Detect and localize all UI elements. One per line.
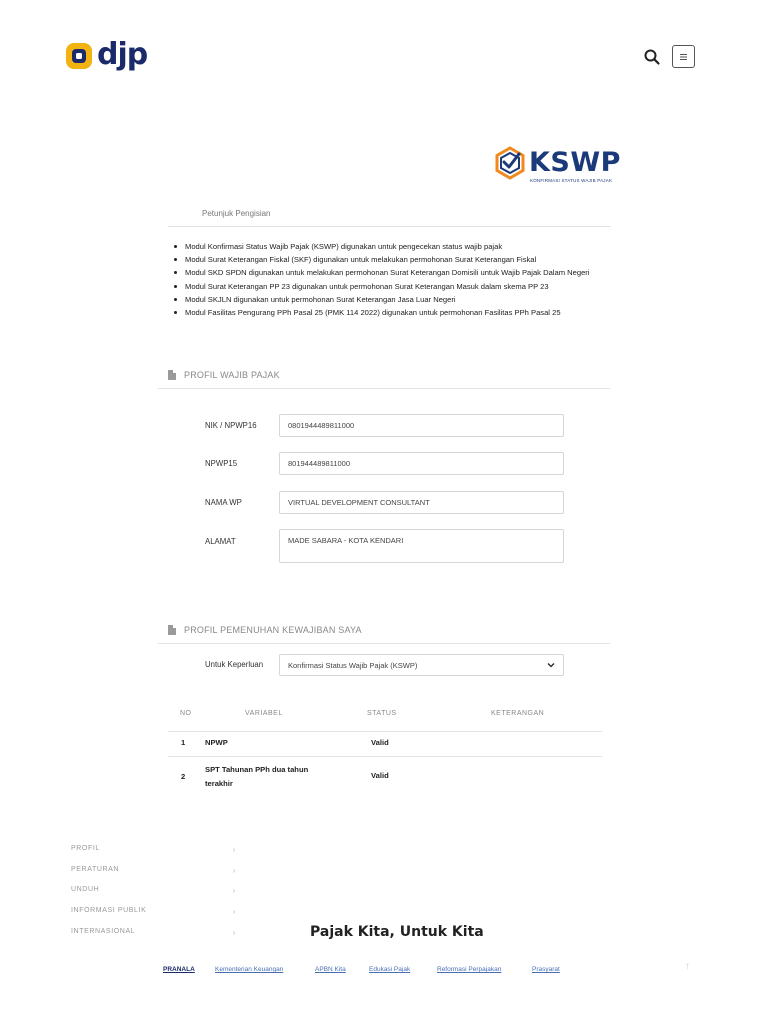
djp-logo[interactable]: [65, 38, 147, 72]
cell-no: 1: [181, 738, 186, 747]
kswp-wordmark: KSWP: [529, 147, 621, 178]
nama-wp-field[interactable]: [279, 491, 564, 514]
column-header-no: NO: [180, 710, 192, 717]
nik-label: NIK / NPWP16: [205, 421, 257, 430]
footer-menu-profil[interactable]: [71, 845, 236, 854]
djp-logo-text: djp: [97, 37, 148, 72]
footer-menu-informasi-publik[interactable]: [71, 907, 236, 916]
edukasi-pajak-link[interactable]: Edukasi Pajak: [369, 966, 411, 973]
divider: [158, 388, 610, 389]
footer-menu-label: PERATURAN: [71, 866, 120, 873]
footer-menu-label: INTERNASIONAL: [71, 928, 136, 935]
hamburger-menu-button[interactable]: [672, 45, 695, 68]
cell-variabel: SPT Tahunan PPh dua tahun terakhir: [205, 765, 309, 788]
chevron-right-icon: ›: [232, 886, 236, 895]
chevron-right-icon: ›: [232, 866, 236, 875]
document-icon: [168, 625, 176, 635]
npwp15-field[interactable]: [279, 452, 564, 475]
alamat-label: ALAMAT: [205, 537, 236, 546]
cell-variabel: NPWP: [205, 738, 228, 747]
column-header-status: STATUS: [367, 710, 397, 717]
search-icon[interactable]: [643, 48, 661, 66]
cell-no: 2: [181, 772, 186, 781]
section-title: PROFIL WAJIB PAJAK: [184, 370, 280, 380]
chevron-right-icon: ›: [232, 907, 236, 916]
instructions-title: Petunjuk Pengisian: [202, 209, 271, 218]
divider: [158, 643, 610, 644]
column-header-variabel: VARIABEL: [245, 710, 283, 717]
document-icon: [168, 370, 176, 380]
keperluan-label: Untuk Keperluan: [205, 660, 264, 669]
instruction-item: Modul SKD SPDN digunakan untuk melakukan permohonan Surat Keterangan Domisili untuk Wajib Pajak Dalam Negeri: [174, 266, 614, 279]
keperluan-select[interactable]: [279, 654, 564, 676]
reformasi-perpajakan-link[interactable]: Reformasi Perpajakan: [437, 966, 502, 973]
table-divider: [168, 731, 602, 732]
nik-npwp16-field[interactable]: [279, 414, 564, 437]
divider: [168, 226, 611, 227]
footer-menu-internasional[interactable]: [71, 928, 236, 937]
alamat-field[interactable]: [279, 529, 564, 563]
footer-menu-label: INFORMASI PUBLIK: [71, 907, 147, 914]
kementerian-keuangan-link[interactable]: Kementerian Keuangan: [215, 966, 284, 973]
kswp-subtitle: KONFIRMASI STATUS WAJIB PAJAK: [530, 178, 613, 183]
footer-menu-label: PROFIL: [71, 845, 100, 852]
table-divider: [168, 756, 602, 757]
kswp-shield-icon: [494, 146, 526, 180]
footer-menu-unduh[interactable]: [71, 886, 236, 895]
apbn-kita-link[interactable]: APBN Kita: [315, 966, 346, 973]
djp-logo-mark: [65, 38, 95, 72]
nama-wp-label: NAMA WP: [205, 498, 242, 507]
kswp-logo: [494, 146, 621, 183]
footer-menu-peraturan[interactable]: [71, 866, 236, 875]
pranala-link[interactable]: PRANALA: [163, 966, 195, 973]
chevron-down-icon: [547, 662, 555, 668]
instruction-item: Modul SKJLN digunakan untuk permohonan Surat Keterangan Jasa Luar Negeri: [174, 293, 614, 306]
instruction-item: Modul Surat Keterangan PP 23 digunakan untuk permohonan Surat Keterangan Masuk dalam skema PP 23: [174, 280, 614, 293]
cell-status: Valid: [371, 738, 389, 747]
instruction-item: Modul Fasilitas Pengurang PPh Pasal 25 (PMK 114 2022) digunakan untuk permohonan Fasilitas PPh Pasal 25: [174, 306, 614, 319]
tagline: Pajak Kita, Untuk Kita: [310, 924, 484, 940]
npwp15-label: NPWP15: [205, 459, 238, 468]
instructions-list: [174, 240, 614, 319]
profil-section-header: [168, 370, 280, 380]
prasyarat-link[interactable]: Prasyarat: [532, 966, 560, 973]
footer-menu-label: UNDUH: [71, 886, 100, 893]
instruction-item: Modul Konfirmasi Status Wajib Pajak (KSWP) digunakan untuk pengecekan status wajib pajak: [174, 240, 614, 253]
keperluan-selected-value: Konfirmasi Status Wajib Pajak (KSWP): [288, 660, 418, 670]
chevron-right-icon: ›: [232, 845, 236, 854]
column-header-keterangan: KETERANGAN: [491, 710, 545, 717]
hamburger-icon: [679, 53, 688, 61]
instruction-item: Modul Surat Keterangan Fiskal (SKF) digunakan untuk melakukan permohonan Surat Keterangan Fiskal: [174, 253, 614, 266]
section-title: PROFIL PEMENUHAN KEWAJIBAN SAYA: [184, 625, 362, 635]
pemenuhan-section-header: [168, 625, 362, 635]
scroll-to-top-icon[interactable]: ↑: [685, 961, 690, 972]
cell-status: Valid: [371, 771, 389, 780]
chevron-right-icon: ›: [232, 928, 236, 937]
